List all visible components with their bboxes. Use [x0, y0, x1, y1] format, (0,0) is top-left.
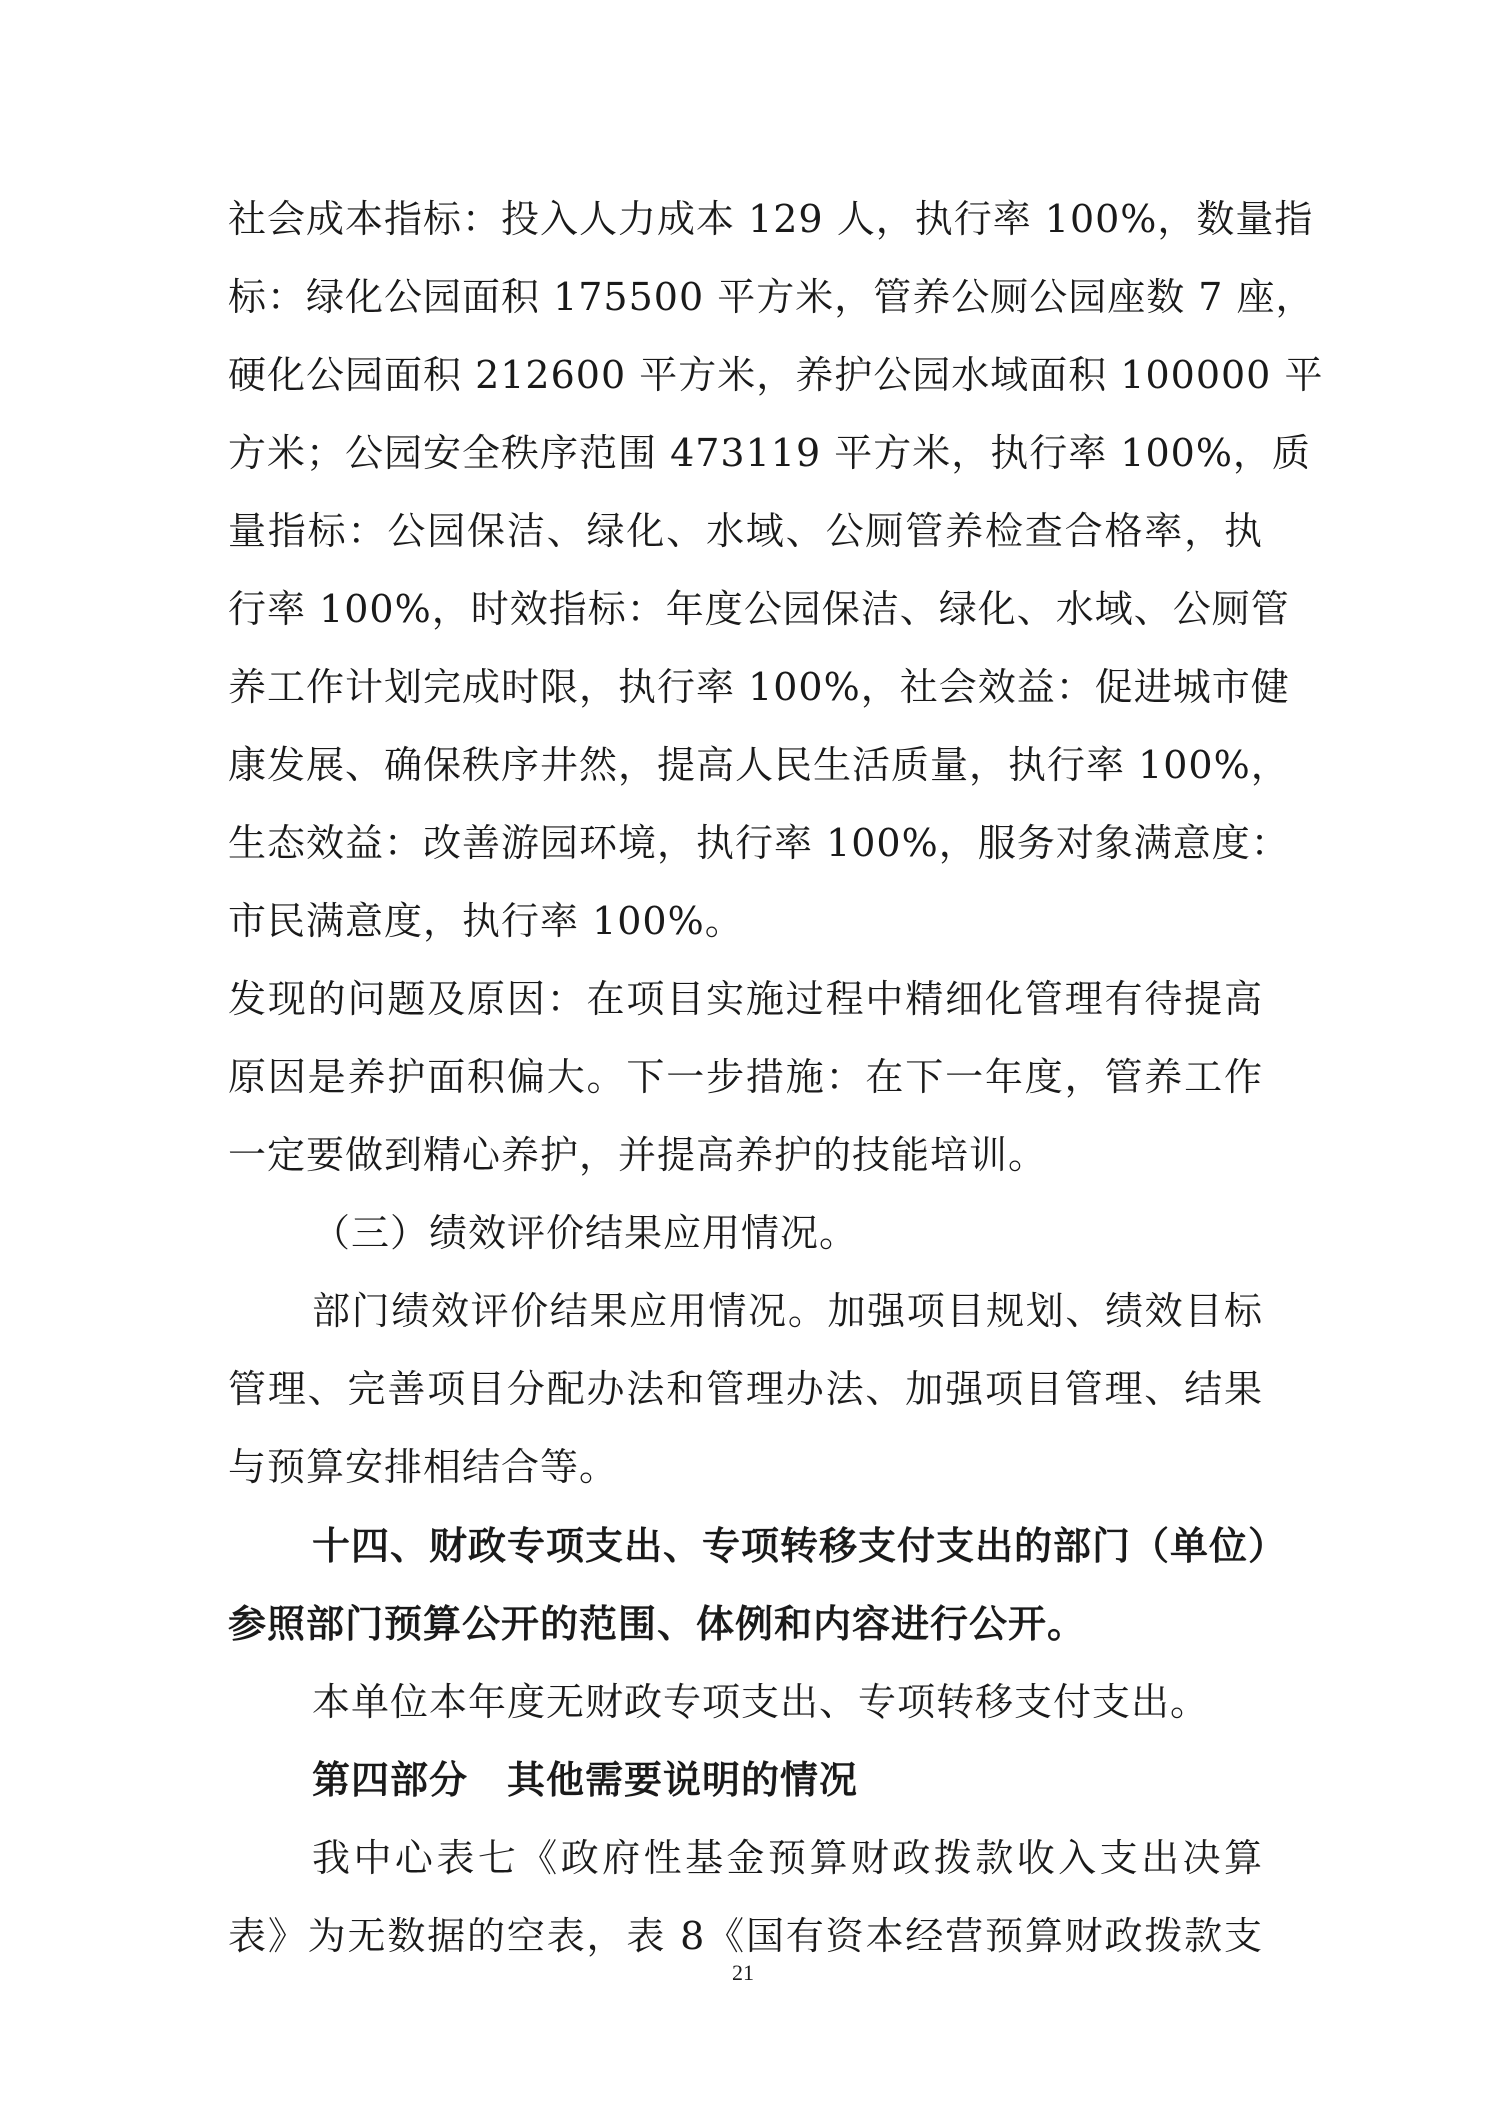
section-heading-3: （三）绩效评价结果应用情况。: [312, 1211, 859, 1255]
section-heading-14-line-2: 参照部门预算公开的范围、体例和内容进行公开。: [228, 1601, 1087, 1646]
body-line-1: 社会成本指标：投入人力成本 129 人，执行率 100%，数量指: [228, 197, 1314, 241]
section-heading-14-line-1: 十四、财政专项支出、专项转移支付支出的部门（单位）: [312, 1523, 1288, 1568]
body-line-20: 本单位本年度无财政专项支出、专项转移支付支出。: [312, 1680, 1210, 1724]
body-line-22: 我中心表七《政府性基金预算财政拨款收入支出决算: [312, 1836, 1263, 1880]
body-line-6: 行率 100%，时效指标：年度公园保洁、绿化、水域、公厕管: [228, 587, 1290, 631]
body-line-7: 养工作计划完成时限，执行率 100%，社会效益：促进城市健: [228, 665, 1290, 709]
body-line-23: 表》为无数据的空表，表 8《国有资本经营预算财政拨款支: [228, 1914, 1263, 1958]
body-line-5: 量指标：公园保洁、绿化、水域、公厕管养检查合格率，执: [228, 509, 1263, 553]
body-line-9: 生态效益：改善游园环境，执行率 100%，服务对象满意度：: [228, 821, 1290, 865]
body-line-11: 发现的问题及原因：在项目实施过程中精细化管理有待提高: [228, 977, 1263, 1021]
body-line-13: 一定要做到精心养护，并提高养护的技能培训。: [228, 1133, 1048, 1177]
part-four-heading: 第四部分 其他需要说明的情况: [312, 1757, 859, 1802]
body-line-3: 硬化公园面积 212600 平方米，养护公园水域面积 100000 平: [228, 353, 1324, 397]
page-number: 21: [732, 1960, 754, 1985]
body-line-4: 方米；公园安全秩序范围 473119 平方米，执行率 100%，质: [228, 431, 1311, 475]
body-line-8: 康发展、确保秩序井然，提高人民生活质量，执行率 100%，: [228, 743, 1290, 787]
body-line-17: 与预算安排相结合等。: [228, 1445, 619, 1489]
body-line-10: 市民满意度，执行率 100%。: [228, 899, 744, 943]
body-line-16: 管理、完善项目分配办法和管理办法、加强项目管理、结果: [228, 1367, 1263, 1411]
body-line-2: 标：绿化公园面积 175500 平方米，管养公厕公园座数 7 座，: [228, 275, 1315, 319]
body-line-12: 原因是养护面积偏大。下一步措施：在下一年度，管养工作: [228, 1055, 1263, 1099]
body-line-15: 部门绩效评价结果应用情况。加强项目规划、绩效目标: [312, 1289, 1263, 1333]
